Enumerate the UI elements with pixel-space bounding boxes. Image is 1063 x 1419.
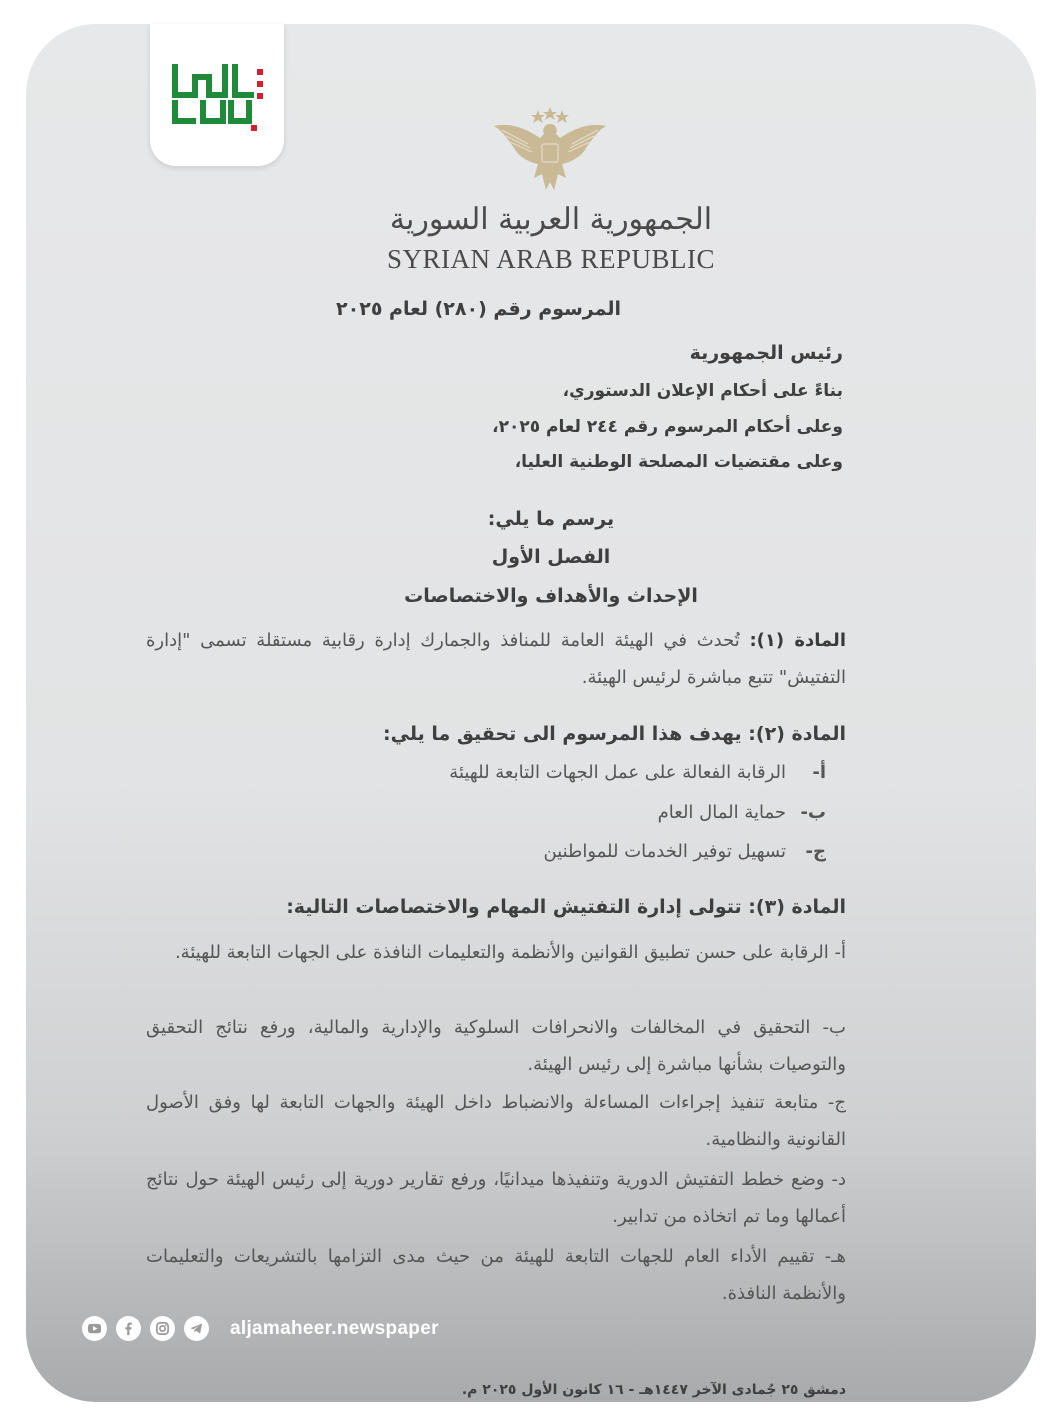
facebook-icon[interactable]: [116, 1316, 141, 1341]
item-letter: أ-: [812, 762, 826, 783]
item-text: الرقابة الفعالة على عمل الجهات التابعة للهيئة: [449, 762, 786, 783]
article-3-heading: المادة (٣): تتولى إدارة التفتيش المهام والاختصاصات التالية:: [286, 896, 846, 918]
article-1-text: تُحدث في الهيئة العامة للمنافذ والجمارك إدارة رقابية مستقلة تسمى "إدارة التفتيش" تتبع مباشرة لرئيس الهيئة.: [146, 630, 846, 688]
item-letter: ج-: [805, 841, 826, 862]
document-card: [26, 24, 1036, 1402]
social-links: [82, 1316, 439, 1341]
telegram-icon[interactable]: [184, 1316, 209, 1341]
document-date-footer: دمشق ٢٥ جُمادى الآخر ١٤٤٧هـ - ١٦ كانون الأول ٢٠٢٥ م.: [461, 1382, 846, 1398]
header-title-english: SYRIAN ARAB REPUBLIC: [386, 244, 716, 274]
article-2-item: [449, 762, 826, 783]
preamble-line: وعلى أحكام المرسوم رقم ٢٤٤ لعام ٢٠٢٥،: [492, 417, 843, 437]
instagram-icon[interactable]: [150, 1316, 175, 1341]
eagle-emblem-icon: [488, 104, 612, 196]
article-2-item: [658, 802, 826, 823]
youtube-icon[interactable]: [82, 1316, 107, 1341]
item-text: تسهيل توفير الخدمات للمواطنين: [543, 841, 786, 862]
article-3-item: ج- متابعة تنفيذ إجراءات المساءلة والانضباط داخل الهيئة والجهات التابعة لها وفق الأصول القانونية والنظامية.: [146, 1092, 846, 1150]
logo-text: الجماهير: [217, 129, 221, 130]
item-text: حماية المال العام: [657, 802, 786, 823]
preamble-line: بناءً على أحكام الإعلان الدستوري،: [562, 381, 843, 401]
chapter-title: الإحداث والأهداف والاختصاصات: [404, 585, 698, 607]
decree-number: المرسوم رقم (٢٨٠) لعام ٢٠٢٥: [336, 298, 621, 320]
social-handle[interactable]: aljamaheer.newspaper: [230, 1317, 439, 1339]
article-1-label: المادة (١):: [749, 630, 846, 651]
preamble-line: وعلى مقتضيات المصلحة الوطنية العليا،: [514, 452, 843, 472]
article-2-heading: المادة (٢): يهدف هذا المرسوم الى تحقيق ما يلي:: [383, 723, 846, 745]
article-3-item: ب- التحقيق في المخالفات والانحرافات السلوكية والإدارية والمالية، ورفع نتائج التحقيق والتوصيات بشأنها مباشرة إلى رئيس الهيئة.: [146, 1017, 846, 1075]
item-letter: ب-: [800, 802, 826, 823]
header-title-arabic: الجمهورية العربية السورية: [389, 202, 713, 237]
aljamaheer-logo-icon: [165, 59, 269, 131]
decrees-line: يرسم ما يلي:: [487, 508, 615, 530]
article-3-item: د- وضع خطط التفتيش الدورية وتنفيذها ميدانيًا، ورفع تقارير دورية إلى رئيس الهيئة حول نتائج أعمالها وما تم اتخاذه من تدابير.: [146, 1169, 846, 1227]
article-1: [146, 622, 846, 696]
article-2-item: [543, 841, 826, 862]
president-line: رئيس الجمهورية: [689, 342, 843, 364]
article-3-item: هـ- تقييم الأداء العام للجهات التابعة للهيئة من حيث مدى التزامها بالتشريعات والتعليمات والأنظمة النافذة.: [146, 1246, 846, 1304]
brand-logo[interactable]: [150, 24, 284, 166]
chapter-heading: الفصل الأول: [491, 546, 611, 568]
article-3-item: أ- الرقابة على حسن تطبيق القوانين والأنظمة والتعليمات النافذة على الجهات التابعة للهيئة.: [174, 942, 846, 963]
